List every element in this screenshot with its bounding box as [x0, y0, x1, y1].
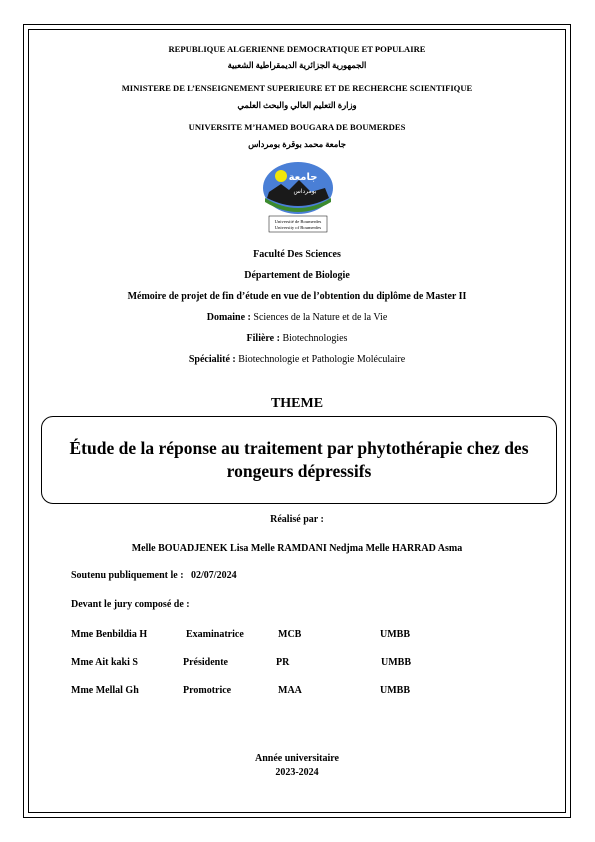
- university-logo: [259, 158, 337, 234]
- jury-role-1: Examinatrice: [186, 629, 244, 640]
- jury-role-2: Présidente: [183, 657, 228, 668]
- jury-grade-1: MCB: [278, 629, 302, 640]
- jury-label: Devant le jury composé de :: [71, 599, 190, 610]
- jury-name-1: Mme Benbildia H: [71, 629, 148, 640]
- republic-ar: الجمهورية الجزائرية الديمقراطية الشعبية: [227, 61, 367, 70]
- university-fr: UNIVERSITE M’HAMED BOUGARA DE BOUMERDES: [188, 122, 406, 132]
- authors: Melle BOUADJENEK Lisa Melle RAMDANI Nedjma Melle HARRAD Asma: [131, 543, 463, 554]
- soutenu-label: Soutenu publiquement le :: [71, 570, 184, 581]
- jury-grade-3: MAA: [278, 685, 302, 696]
- logo-text-ar-2: بومرداس: [293, 188, 317, 195]
- ministry-fr: MINISTERE DE L’ENSEIGNEMENT SUPERIEURE ET DE RECHERCHE SCIENTIFIQUE: [121, 83, 473, 93]
- domain-line: [28, 312, 566, 323]
- theme-box: [41, 416, 557, 504]
- theme-text: Étude de la réponse au traitement par phytothérapie chez des rongeurs dépressifs: [69, 438, 529, 481]
- jury-inst-3: UMBB: [380, 685, 410, 696]
- soutenu-line: [71, 570, 237, 581]
- specialite-line: [28, 354, 566, 365]
- filiere-label: Filière :: [246, 333, 280, 344]
- jury-inst-2: UMBB: [381, 657, 411, 668]
- republic-fr: REPUBLIQUE ALGERIENNE DEMOCRATIQUE ET POPULAIRE: [168, 44, 426, 54]
- jury-name-2: Mme Ait kaki S: [71, 657, 138, 668]
- specialite-label: Spécialité :: [188, 354, 236, 365]
- annee-label: Année universitaire: [255, 753, 339, 764]
- logo-caption-1: Université de Boumerdes: [274, 219, 322, 224]
- jury-role-3: Promotrice: [183, 685, 232, 696]
- department: Département de Biologie: [244, 270, 350, 281]
- annee: 2023-2024: [275, 767, 319, 778]
- domain-value: Sciences de la Nature et de la Vie: [250, 312, 388, 323]
- logo-text-ar-1: جامعة: [288, 172, 318, 183]
- logo-caption-2: University of Boumerdes: [274, 225, 322, 230]
- domain-label: Domaine :: [206, 312, 251, 323]
- logo-sun: [275, 170, 287, 182]
- jury-grade-2: PR: [276, 657, 290, 668]
- theme-label: THEME: [270, 396, 324, 411]
- realise-par: Réalisé par :: [270, 514, 324, 525]
- ministry-ar: وزارة التعليم العالي والبحث العلمي: [237, 101, 357, 110]
- jury-inst-1: UMBB: [380, 629, 410, 640]
- specialite-value: Biotechnologie et Pathologie Moléculaire: [235, 354, 406, 365]
- filiere-value: Biotechnologies: [279, 333, 348, 344]
- university-ar: جامعة محمد بوقرة بومرداس: [248, 140, 346, 149]
- filiere-line: [28, 333, 566, 344]
- jury-name-3: Mme Mellal Gh: [71, 685, 139, 696]
- memoire-title: Mémoire de projet de fin d’étude en vue de l’obtention du diplôme de Master II: [127, 291, 467, 302]
- faculty: Faculté Des Sciences: [253, 249, 341, 260]
- soutenu-date: 02/07/2024: [191, 570, 237, 581]
